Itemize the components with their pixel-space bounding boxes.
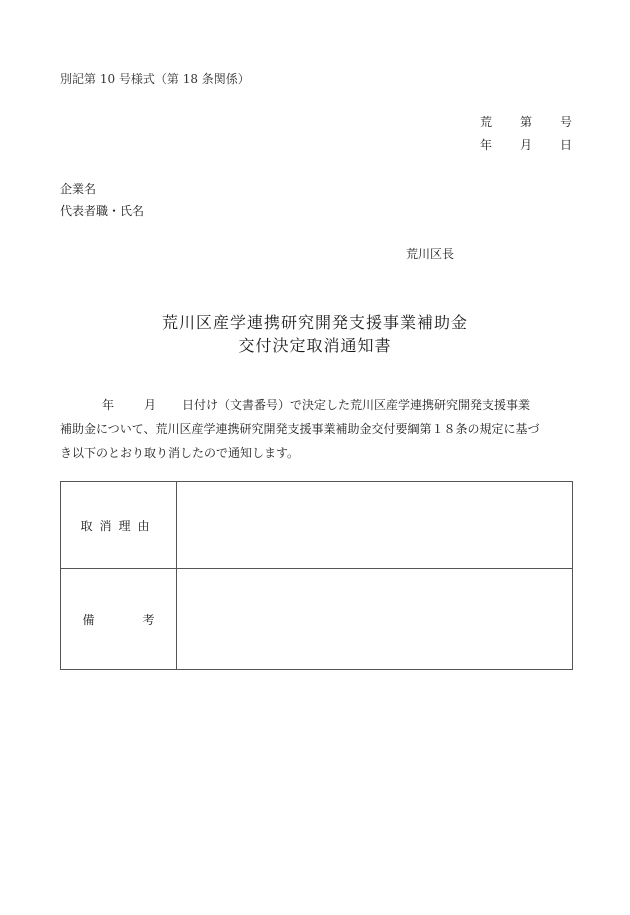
body-year: 年 (102, 398, 115, 412)
date-month: 月 (520, 138, 533, 152)
docnum-dai: 第 (520, 115, 533, 129)
document-title-line1: 荒川区産学連携研究開発支援事業補助金 (161, 313, 468, 332)
document-title-line2: 交付決定取消通知書 (238, 336, 392, 355)
table-row-reason (61, 482, 573, 569)
representative-label: 代表者職・氏名 (60, 204, 145, 218)
remarks-value (177, 569, 573, 670)
remarks-label (61, 569, 177, 670)
date-year: 年 (480, 138, 493, 152)
body-line1-text: 日付け（文書番号）で決定した荒川区産学連携研究開発支援事業 (182, 398, 531, 412)
date-day: 日 (560, 138, 573, 152)
cancellation-table (60, 481, 573, 670)
remarks-label-part2: 考 (142, 612, 155, 627)
body-line3: き以下のとおり取り消したので通知します。 (60, 446, 300, 460)
body-month: 月 (144, 398, 157, 412)
sender-name: 荒川区長 (406, 247, 455, 261)
reason-label: 取消理由 (61, 482, 177, 569)
reason-value (177, 482, 573, 569)
table-row-remarks (61, 569, 573, 670)
notice-body (60, 393, 572, 465)
remarks-label-part1: 備 (82, 612, 95, 627)
body-line2: 補助金について、荒川区産学連携研究開発支援事業補助金交付要綱第１８条の規定に基づ (60, 422, 540, 436)
docnum-ara: 荒 (480, 115, 493, 129)
docnum-go: 号 (560, 115, 573, 129)
company-name-label: 企業名 (60, 182, 97, 196)
form-reference: 別記第 10 号様式（第 18 条関係） (60, 72, 250, 86)
